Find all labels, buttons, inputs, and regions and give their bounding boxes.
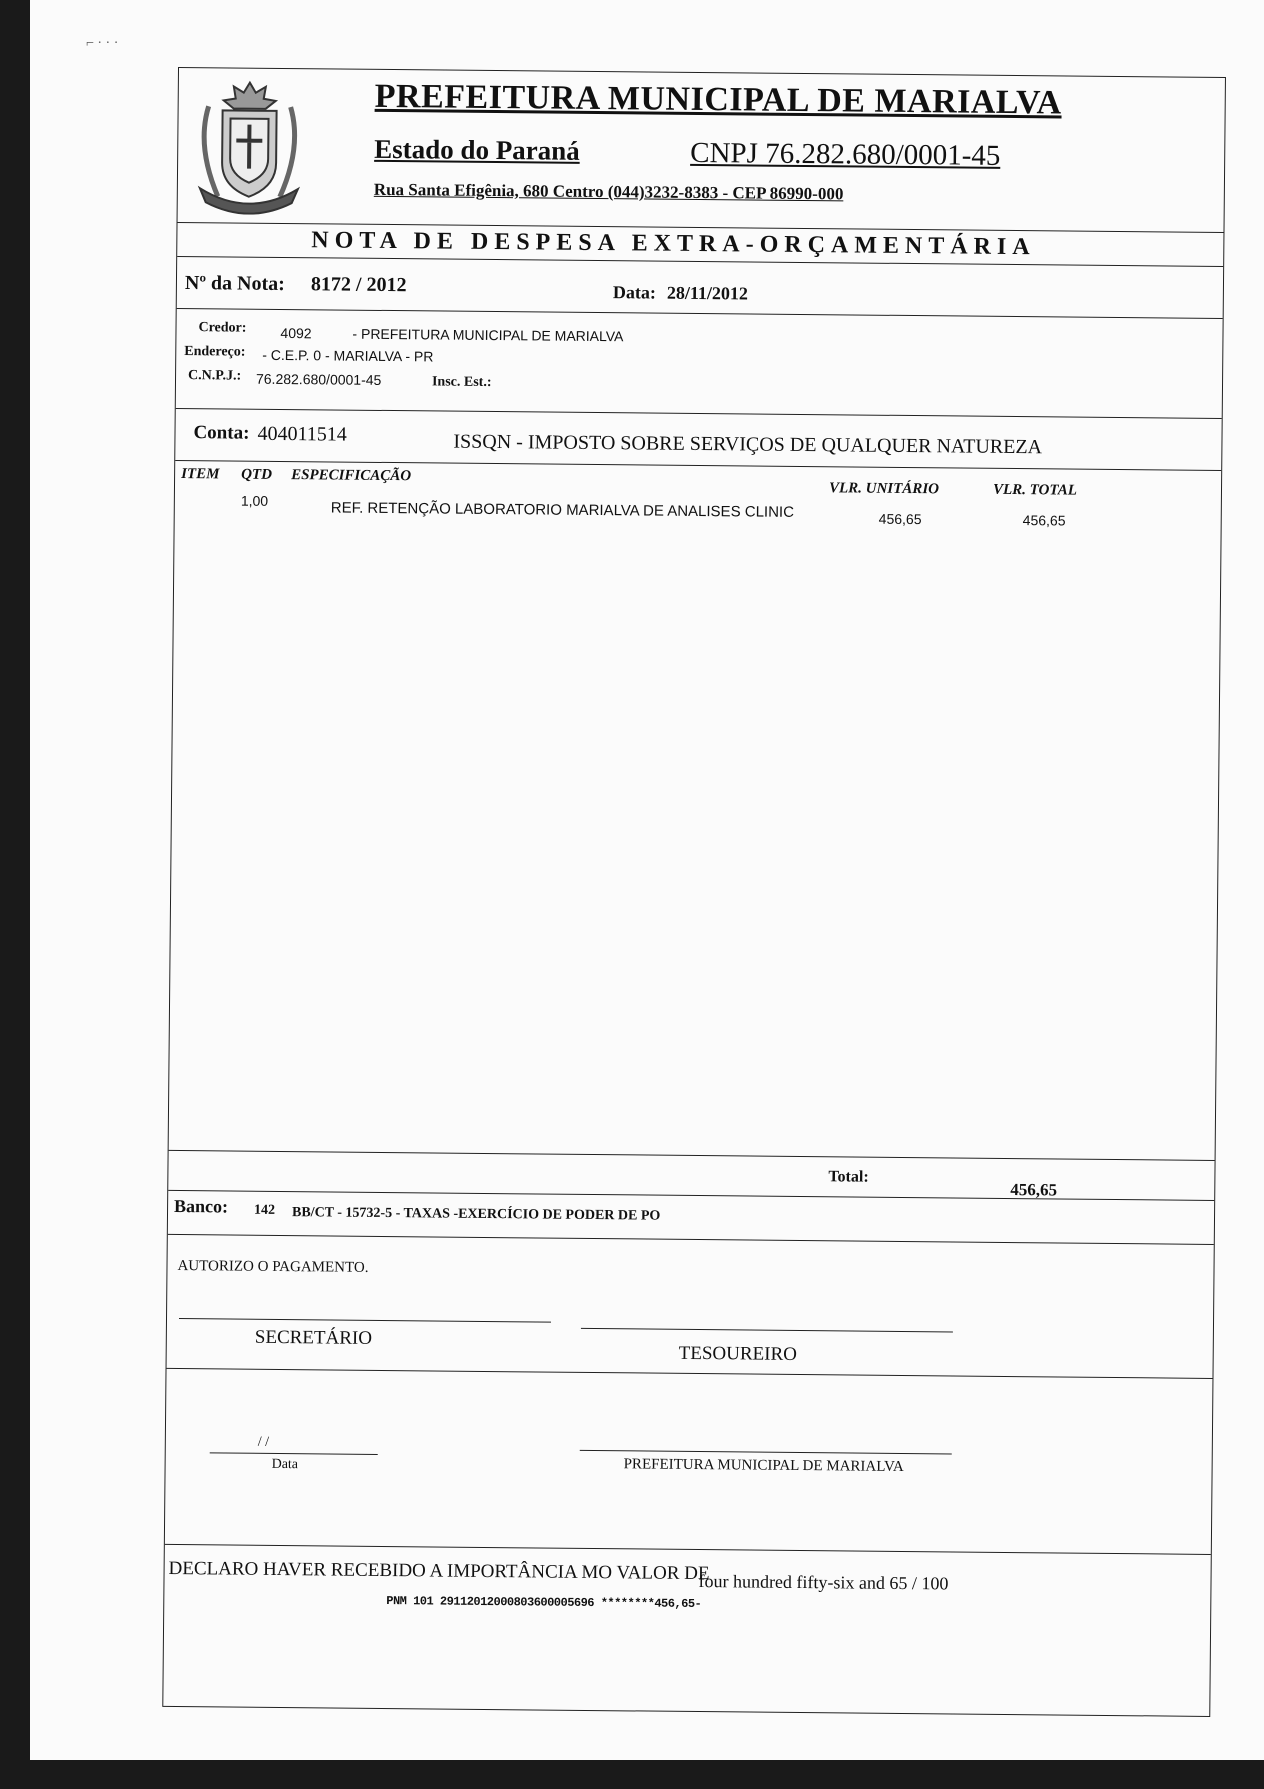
divider xyxy=(168,1190,1214,1201)
divider xyxy=(167,1368,1213,1379)
divider xyxy=(168,1234,1214,1245)
total-value: 456,65 xyxy=(1010,1180,1058,1200)
credor-cnpj-value: 76.282.680/0001-45 xyxy=(255,370,382,388)
endereco-label: Endereço: xyxy=(184,344,246,360)
secretario-signature-line xyxy=(179,1318,551,1323)
date-label: Data: xyxy=(612,282,656,303)
header-title: PREFEITURA MUNICIPAL DE MARIALVA xyxy=(374,77,1062,122)
receiver-signature-line xyxy=(580,1450,952,1455)
credor-cnpj-label: C.N.P.J.: xyxy=(187,368,242,384)
row-qtd: 1,00 xyxy=(240,492,269,509)
credor-name: - PREFEITURA MUNICIPAL DE MARIALVA xyxy=(352,325,624,345)
receiver-signature-label: PREFEITURA MUNICIPAL DE MARIALVA xyxy=(623,1456,904,1476)
banco-description: BB/CT - 15732-5 - TAXAS -EXERCÍCIO DE PODER DE PO xyxy=(291,1205,661,1224)
nota-number: 8172 / 2012 xyxy=(310,273,407,297)
authorization-text: AUTORIZO O PAGAMENTO. xyxy=(177,1258,369,1276)
divider xyxy=(176,408,1222,419)
secretario-label: SECRETÁRIO xyxy=(254,1326,373,1349)
header-cnpj: CNPJ 76.282.680/0001-45 xyxy=(690,136,1001,172)
expense-note-form xyxy=(162,67,1226,1717)
conta-number: 404011514 xyxy=(257,422,347,446)
credor-label: Credor: xyxy=(198,320,247,336)
banco-code: 142 xyxy=(253,1202,276,1218)
tesoureiro-signature-line xyxy=(581,1328,953,1333)
divider xyxy=(169,1150,1215,1161)
municipal-coat-of-arms-icon xyxy=(190,76,309,215)
scan-speck-mark: ⌐ · · · xyxy=(86,36,119,51)
divider xyxy=(177,308,1223,319)
insc-label: Insc. Est.: xyxy=(431,374,492,390)
tesoureiro-label: TESOUREIRO xyxy=(678,1342,798,1365)
conta-label: Conta: xyxy=(193,422,250,444)
paper-sheet xyxy=(30,0,1264,1760)
banco-label: Banco: xyxy=(173,1195,229,1217)
col-header-unit: VLR. UNITÁRIO xyxy=(828,480,940,498)
col-header-qtd: QTD xyxy=(241,466,273,483)
row-spec: REF. RETENÇÃO LABORATORIO MARIALVA DE ANALISES CLINIC xyxy=(330,499,795,521)
amount-in-words: four hundred fifty-six and 65 / 100 xyxy=(698,1571,949,1594)
col-header-total: VLR. TOTAL xyxy=(992,481,1077,499)
header-state: Estado do Paraná xyxy=(374,133,580,166)
col-header-spec: ESPECIFICAÇÃO xyxy=(291,467,412,485)
date-slashes: / / xyxy=(257,1434,270,1450)
credor-code: 4092 xyxy=(280,324,312,342)
receipt-date-label: Data xyxy=(271,1456,299,1473)
divider xyxy=(165,1544,1211,1555)
total-label: Total: xyxy=(828,1168,869,1186)
date-value: 28/11/2012 xyxy=(666,282,748,304)
row-total-value: 456,65 xyxy=(1022,512,1066,529)
endereco-value: - C.E.P. 0 - MARIALVA - PR xyxy=(262,346,434,365)
row-unit-value: 456,65 xyxy=(878,510,922,528)
col-header-item: ITEM xyxy=(181,466,220,483)
receipt-date-line xyxy=(210,1452,378,1455)
authentication-code: PNM 101 29112012000803600005696 ********456,65- xyxy=(386,1594,702,1612)
declaration-text: DECLARO HAVER RECEBIDO A IMPORTÂNCIA MO VALOR DE xyxy=(168,1557,710,1585)
header-address: Rua Santa Efigênia, 680 Centro (044)3232-8383 - CEP 86990-000 xyxy=(373,179,844,204)
nota-label: Nº da Nota: xyxy=(184,272,285,296)
document-title: NOTA DE DESPESA EXTRA-ORÇAMENTÁRIA xyxy=(311,227,1036,261)
conta-description: ISSQN - IMPOSTO SOBRE SERVIÇOS DE QUALQUER NATUREZA xyxy=(453,430,1043,459)
